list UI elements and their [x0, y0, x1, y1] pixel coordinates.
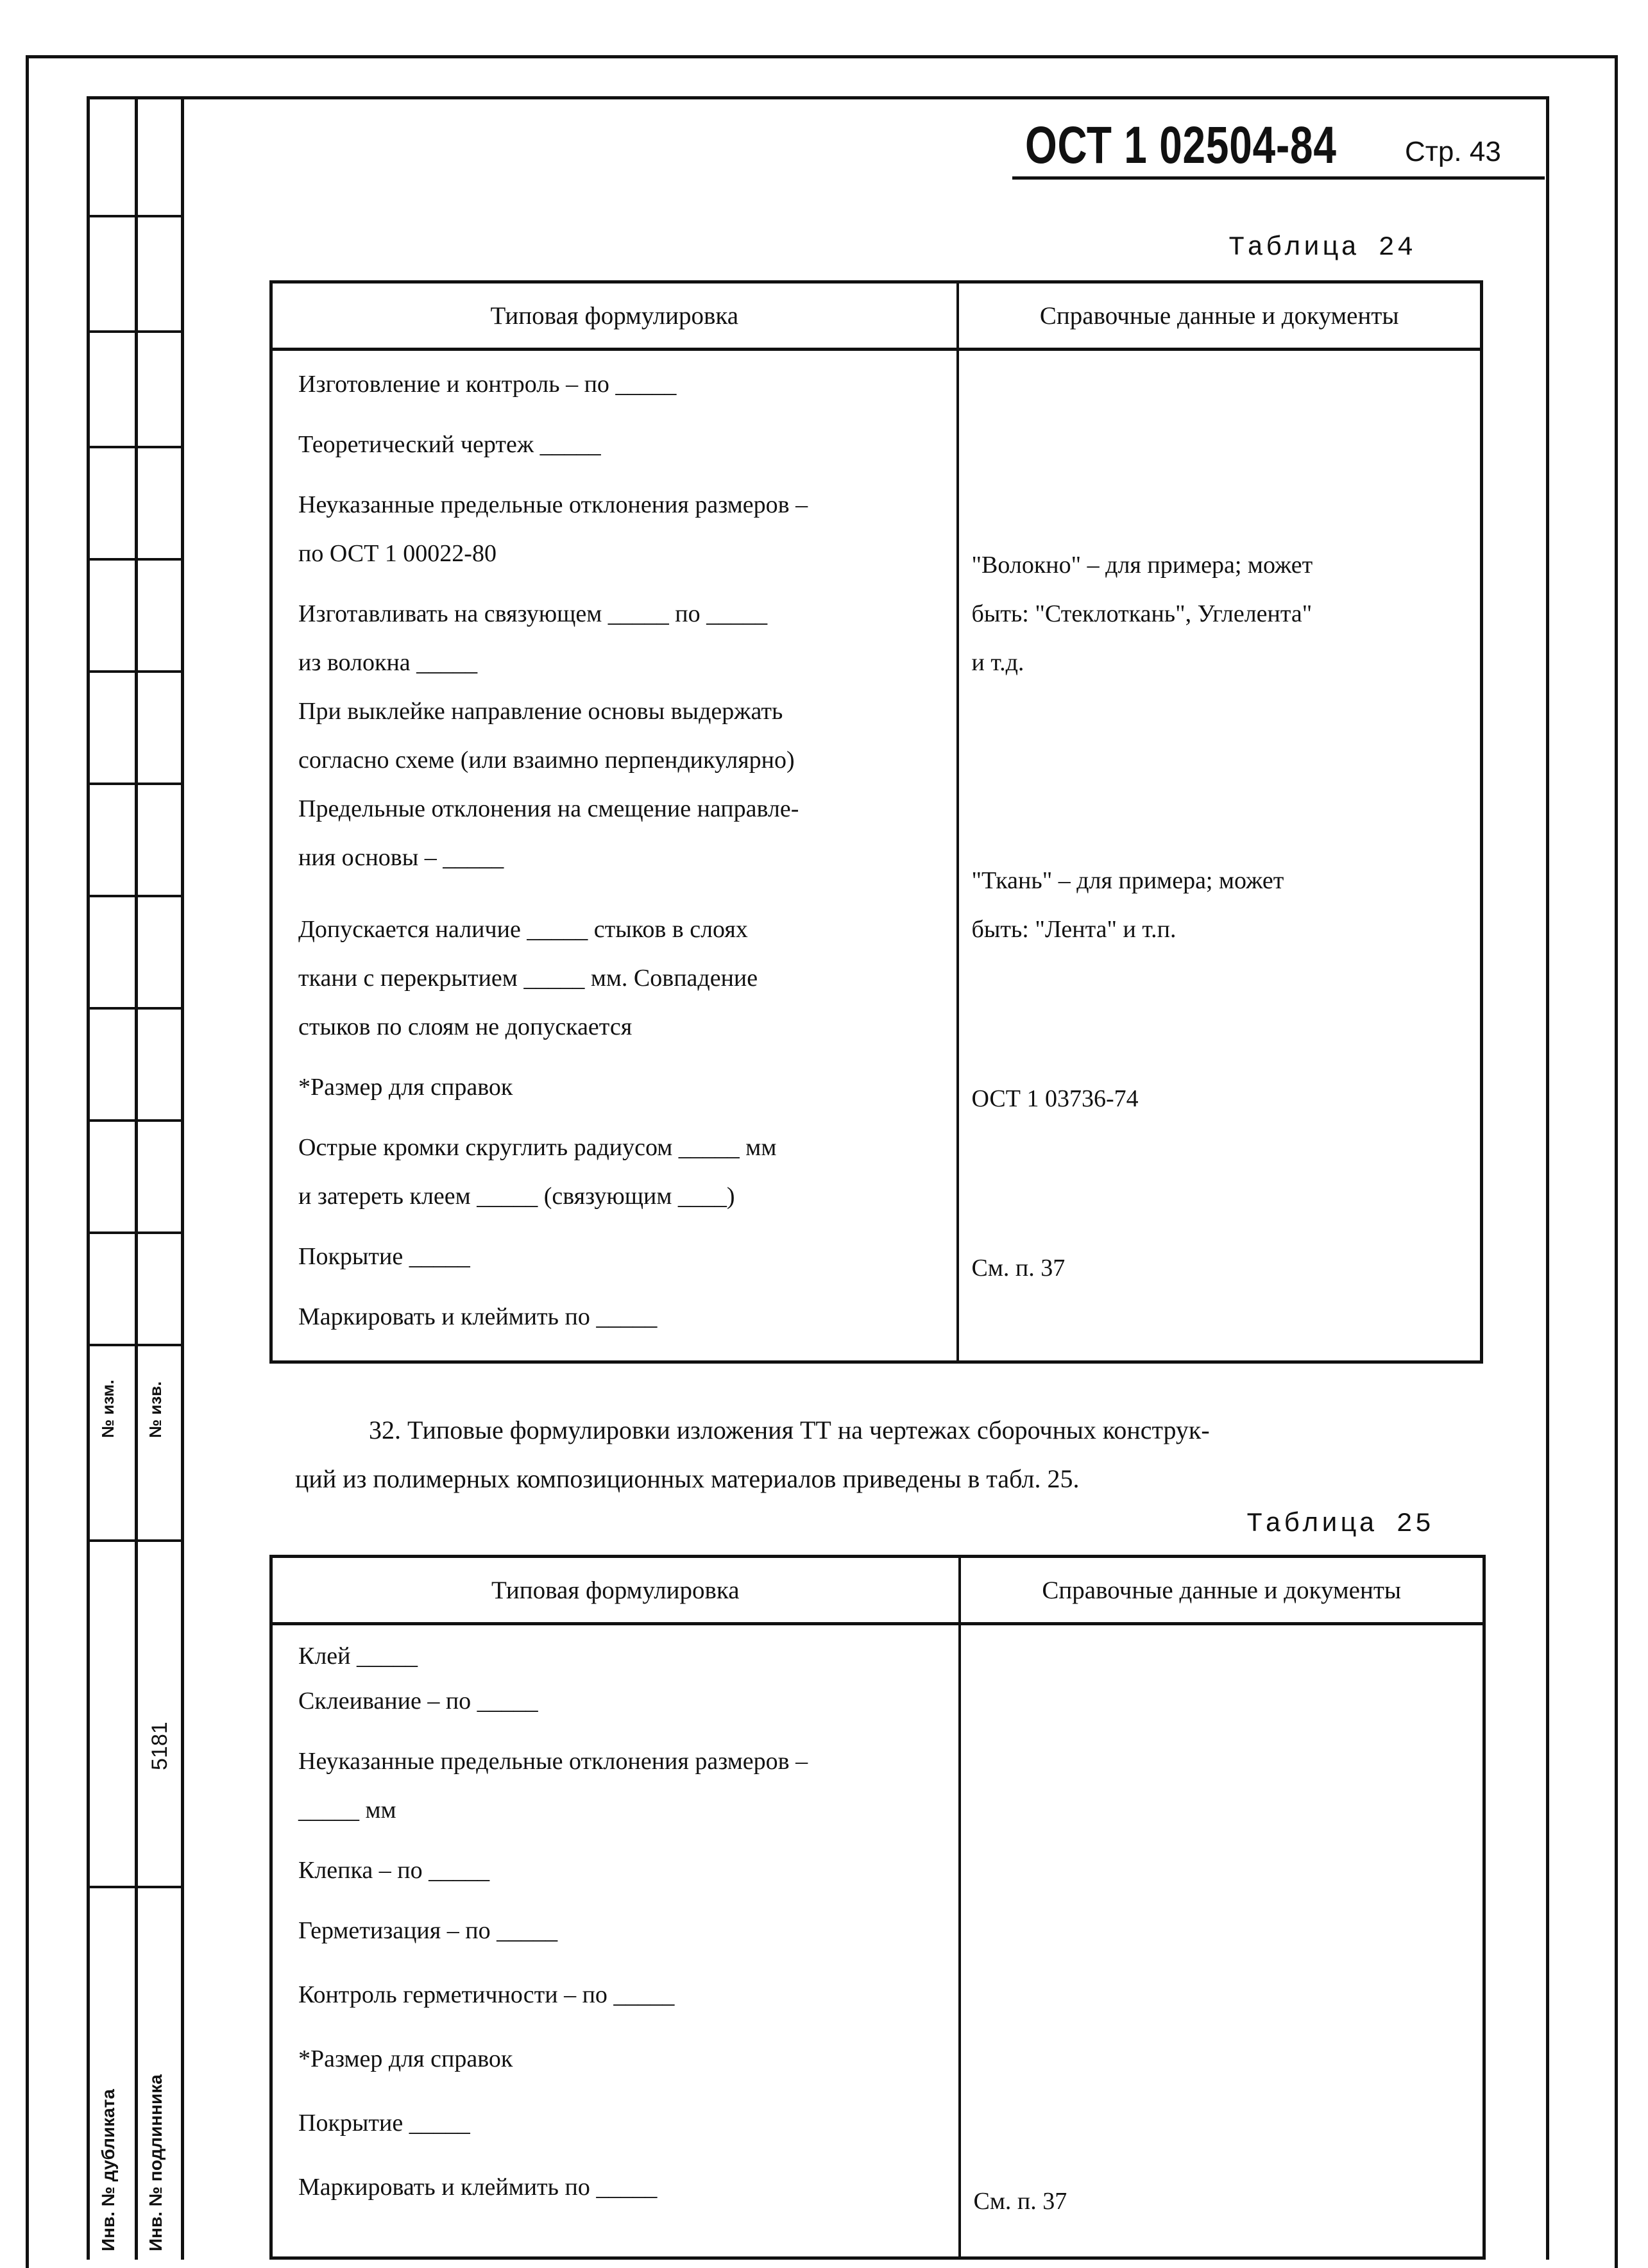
table-row [271, 350, 1482, 1362]
margin-strip [87, 96, 184, 2260]
table-24-formulations: Изготовление и контроль – по _____ Теоретический чертеж _____ Неуказанные предельные отклонения размеров – по ОСТ 1 00022-80 Изготавливать на связующем _____ по _____ из волокна _____ При выклейке направление основы выдержать согласно схеме (или взаимно перпендикулярно) Предельные отклонения на смещение направле- ния основы – _____ Допускается наличие _____ стыков в слоях ткани с перекрытием _____ мм. Совпадение стыков по слоям не допускается *Размер для справок Острые кромки скруглить радиусом _____ мм и затереть клеем _____ (связующим ____) Покрытие _____ Маркировать и клеймить по _____ [298, 371, 808, 1330]
paragraph-32-line-2: ций из полимерных композиционных материалов приведены в табл. 25. [295, 1464, 1080, 1493]
table-24-caption: Таблица 24 [1228, 232, 1416, 263]
table-24-col2-header: Справочные данные и документы [958, 282, 1482, 350]
table-25-formulations: Клей _____ Склеивание – по _____ Неуказанные предельные отклонения размеров – _____ мм Клепка – по _____ Герметизация – по _____ Контроль герметичности – по _____ *Размер для справок Покрытие _____ Маркировать и клеймить по _____ [298, 1643, 808, 2201]
inv-original-label: Инв. № подлинника [146, 2074, 166, 2251]
table-24-references: "Волокно" – для примера; может быть: "Стеклоткань", Углелента" и т.д. "Ткань" – для примера; может быть: "Лента" и т.п. ОСТ 1 03736-74 См. п. 37 [958, 350, 1482, 1362]
original-number: 5181 [148, 1722, 172, 1770]
table-25-header-row [271, 1557, 1484, 1624]
table-24-col1-header: Типовая формулировка [271, 282, 958, 350]
table-25 [269, 1555, 1486, 2260]
table-25-references: См. п. 37 [960, 1624, 1484, 2258]
table-24-header-row [271, 282, 1482, 350]
izm-label: № изм. [98, 1380, 117, 1438]
inner-frame-right [1546, 96, 1549, 2260]
table-25-col1-header: Типовая формулировка [271, 1557, 960, 1624]
paragraph-32-line-1: 32. Типовые формулировки изложения ТТ на чертежах сборочных конструк- [369, 1416, 1210, 1444]
header-underline [1012, 176, 1545, 180]
document-code: ОСТ 1 02504-84 [1025, 116, 1337, 174]
table-row [271, 1624, 1484, 2258]
inv-duplicate-label: Инв. № дубликата [98, 2089, 118, 2251]
table-25-caption: Таблица 25 [1246, 1509, 1434, 1539]
table-25-col2-header: Справочные данные и документы [960, 1557, 1484, 1624]
inner-frame-top [87, 96, 1549, 99]
page-number: Стр. 43 [1405, 136, 1501, 167]
izv-label: № изв. [146, 1381, 165, 1438]
table-24 [269, 280, 1483, 1364]
